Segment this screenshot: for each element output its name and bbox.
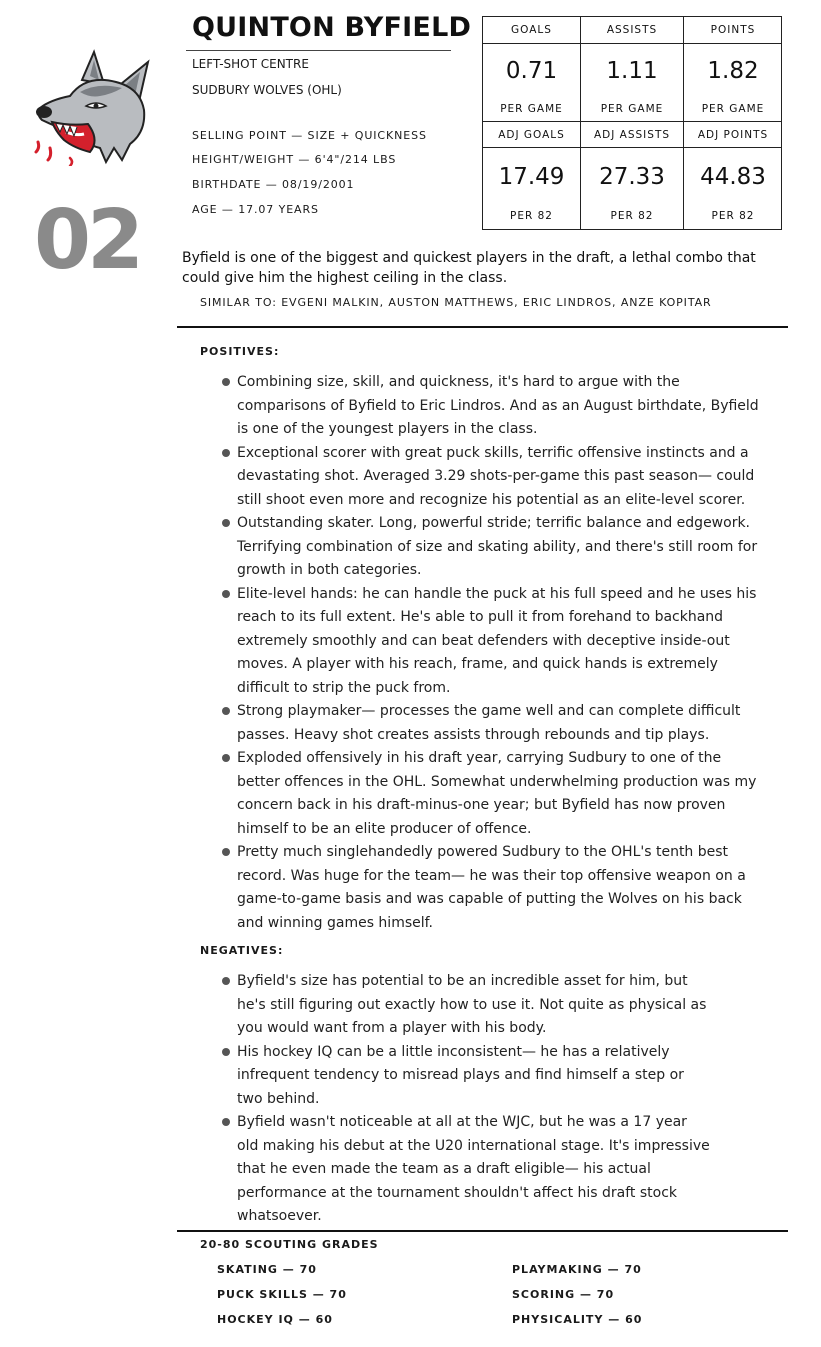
birthdate: BIRTHDATE — 08/19/2001 [192, 178, 355, 191]
name-divider [186, 50, 451, 51]
list-item: Outstanding skater. Long, powerful stride; terrific balance and edgework. Terrifying combination of size and skating ability, and there's still room for growth in both categories. [222, 512, 762, 583]
list-item: Byfield wasn't noticeable at all at the WJC, but he was a 17 year old making his debut at the U20 international stage. It's impressive that he even made the team as a draft eligible— his actual performance at the tournament shouldn't affect his draft stock whatsoever. [222, 1111, 712, 1229]
player-name: QUINTON BYFIELD [192, 12, 472, 43]
stat-unit: PER GAME [500, 103, 563, 115]
player-team: SUDBURY WOLVES (OHL) [192, 83, 342, 97]
stat-header-adj-assists: ADJ ASSISTS [593, 129, 671, 141]
stat-value-points: 1.82 [707, 58, 759, 84]
negatives-list [222, 970, 712, 1229]
grade-scoring: SCORING — 70 [512, 1288, 615, 1301]
list-item: Strong playmaker— processes the game well and can complete difficult passes. Heavy shot creates assists through rebounds and tip plays. [222, 700, 762, 747]
stat-header-points: POINTS [710, 24, 756, 36]
grade-puck-skills: PUCK SKILLS — 70 [217, 1288, 347, 1301]
list-item: His hockey IQ can be a little inconsistent— he has a relatively infrequent tendency to misread plays and find himself a step or two behind. [222, 1041, 712, 1112]
stats-row-divider [483, 121, 781, 122]
player-summary: Byfield is one of the biggest and quickest players in the draft, a lethal combo that could give him the highest ceiling in the class. [182, 250, 756, 286]
player-comparables: SIMILAR TO: EVGENI MALKIN, AUSTON MATTHEWS, ERIC LINDROS, ANZE KOPITAR [200, 296, 712, 309]
stat-value-assists: 1.11 [606, 58, 658, 84]
stat-unit: PER 82 [711, 210, 755, 222]
list-item: Pretty much singlehandedly powered Sudbury to the OHL's tenth best record. Was huge for the team— he was their top offensive weapon on a game-to-game basis and was capable of putting the Wolves on his back and winning games himself. [222, 841, 762, 935]
grade-physicality: PHYSICALITY — 60 [512, 1313, 643, 1326]
list-item: Exceptional scorer with great puck skills, terrific offensive instincts and a devastating shot. Averaged 3.29 shots-per-game this past season— could still shoot even more and recognize his potential as an elite-level scorer. [222, 442, 762, 513]
stat-value-adj-goals: 17.49 [498, 164, 565, 190]
stats-row-divider [483, 43, 781, 44]
age: AGE — 17.07 YEARS [192, 203, 319, 216]
stat-value-adj-points: 44.83 [700, 164, 766, 190]
grade-playmaking: PLAYMAKING — 70 [512, 1263, 642, 1276]
grade-hockey-iq: HOCKEY IQ — 60 [217, 1313, 333, 1326]
player-position: LEFT-SHOT CENTRE [192, 57, 309, 71]
stat-header-adj-points: ADJ POINTS [697, 129, 769, 141]
stats-table [482, 16, 782, 230]
grades-label: 20-80 SCOUTING GRADES [200, 1238, 379, 1251]
stat-unit: PER 82 [510, 210, 553, 222]
stat-header-assists: ASSISTS [606, 24, 658, 36]
stat-header-adj-goals: ADJ GOALS [498, 129, 565, 141]
grade-skating: SKATING — 70 [217, 1263, 317, 1276]
stats-col-divider [683, 17, 684, 229]
stat-unit: PER GAME [701, 103, 765, 115]
positives-list [222, 371, 762, 935]
stats-col-divider [580, 17, 581, 229]
selling-point: SELLING POINT — SIZE + QUICKNESS [192, 129, 427, 142]
draft-rank-number: 02 [34, 193, 141, 288]
stat-unit: PER GAME [600, 103, 664, 115]
stats-row-divider [483, 147, 781, 148]
negatives-label: NEGATIVES: [200, 944, 284, 957]
section-divider [177, 1230, 788, 1232]
positives-label: POSITIVES: [200, 345, 280, 358]
stat-value-goals: 0.71 [505, 58, 558, 84]
list-item: Byfield's size has potential to be an incredible asset for him, but he's still figuring out exactly how to use it. Not quite as physical as you would want from a player with his body. [222, 970, 712, 1041]
list-item: Exploded offensively in his draft year, carrying Sudbury to one of the better offences in the OHL. Somewhat underwhelming production was my concern back in his draft-minus-one year; but Byfield has now proven himself to be an elite producer of offence. [222, 747, 762, 841]
list-item: Combining size, skill, and quickness, it's hard to argue with the comparisons of Byfield to Eric Lindros. And as an August birthdate, Byfield is one of the youngest players in the class. [222, 371, 762, 442]
section-divider [177, 326, 788, 328]
stat-header-goals: GOALS [511, 24, 552, 36]
stat-unit: PER 82 [610, 210, 654, 222]
stat-value-adj-assists: 27.33 [599, 164, 665, 190]
wolf-head-logo-icon [30, 48, 154, 166]
height-weight: HEIGHT/WEIGHT — 6'4"/214 LBS [192, 153, 397, 166]
list-item: Elite-level hands: he can handle the puck at his full speed and he uses his reach to its full extent. He's able to pull it from forehand to backhand extremely smoothly and can beat defenders with deceptive inside-out moves. A player with his reach, frame, and quick hands is extremely difficult to strip the puck from. [222, 583, 762, 701]
